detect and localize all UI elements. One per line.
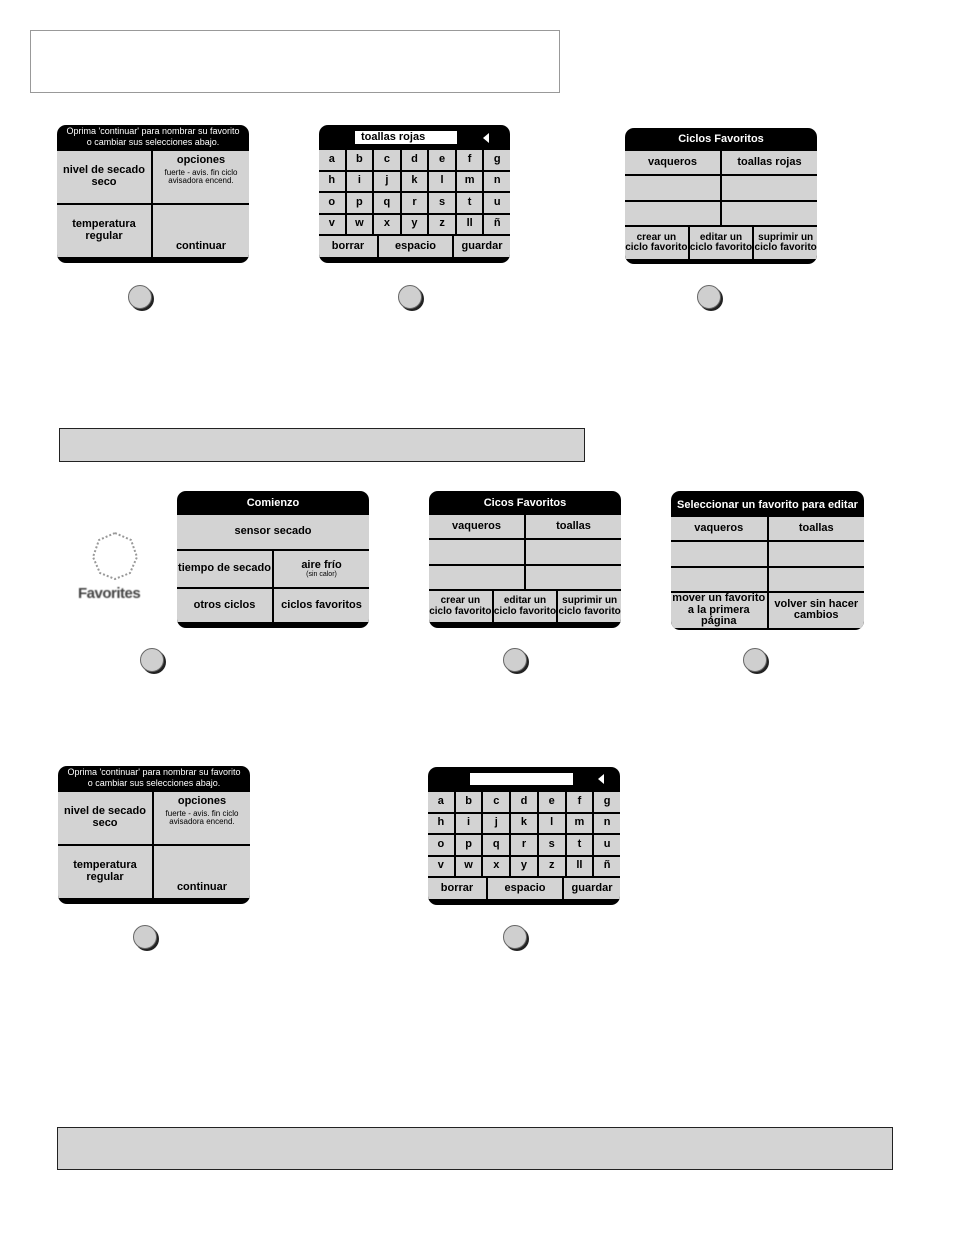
favorites-button-label: Favorites (78, 585, 141, 602)
keyboard-screen-1 (319, 125, 510, 263)
favorites-title: Cicos Favoritos (483, 497, 567, 509)
key[interactable]: b (456, 792, 482, 812)
guardar-button[interactable]: guardar (454, 236, 510, 257)
backspace-icon[interactable] (483, 133, 489, 143)
opciones-detail: fuerte - avis. fin ciclo avisadora encend. (164, 167, 238, 185)
aire-frio-sub: (sin calor) (306, 571, 337, 579)
favorite-empty[interactable] (526, 540, 621, 563)
key[interactable]: k (402, 172, 428, 192)
key[interactable]: q (483, 835, 509, 855)
opciones-button[interactable] (153, 151, 249, 203)
key[interactable]: p (347, 193, 373, 213)
step-circle (398, 285, 422, 309)
options-screen (57, 125, 249, 263)
keyboard-keys (428, 792, 620, 876)
key[interactable]: t (567, 835, 593, 855)
mover-favorito-button[interactable]: mover un favorito a la primera página (672, 592, 766, 628)
crear-favorito-button[interactable]: crear un ciclo favorito (429, 591, 492, 622)
header-box (30, 30, 560, 93)
comienzo-screen (177, 491, 369, 628)
key[interactable]: h (319, 172, 345, 192)
key[interactable]: d (511, 792, 537, 812)
continuar-label: continuar (176, 881, 228, 894)
favorite-item[interactable]: vaqueros (625, 151, 720, 174)
nivel-de-secado-button[interactable]: nivel de secado seco (58, 792, 152, 844)
suprimir-favorito-button[interactable]: suprimir un ciclo favorito (558, 591, 621, 622)
select-favorite-screen (671, 491, 864, 630)
step-circle (133, 925, 157, 949)
name-input[interactable] (470, 773, 573, 785)
key[interactable]: r (511, 835, 537, 855)
key[interactable]: s (539, 835, 565, 855)
otros-ciclos-button[interactable]: otros ciclos (177, 589, 272, 622)
editar-favorito-button[interactable]: editar un ciclo favorito (494, 591, 557, 622)
name-input[interactable]: toallas rojas (355, 131, 457, 144)
borrar-button[interactable]: borrar (319, 236, 377, 257)
key[interactable]: w (347, 215, 373, 235)
temperatura-button[interactable]: temperatura regular (58, 846, 152, 898)
key[interactable]: m (457, 172, 483, 192)
key[interactable]: ñ (484, 215, 510, 235)
volver-sin-cambios-button[interactable]: volver sin hacer cambios (769, 593, 865, 628)
temperatura-button[interactable]: temperatura regular (57, 205, 151, 257)
ciclos-favoritos-button[interactable]: ciclos favoritos (274, 589, 369, 622)
favorite-empty[interactable] (429, 566, 524, 589)
key[interactable]: o (428, 835, 454, 855)
key[interactable]: x (483, 857, 509, 877)
key[interactable]: w (456, 857, 482, 877)
key[interactable]: j (483, 814, 509, 834)
key[interactable]: r (402, 193, 428, 213)
key[interactable]: ll (567, 857, 593, 877)
key[interactable]: z (539, 857, 565, 877)
continuar-button[interactable] (154, 846, 250, 898)
key[interactable]: x (374, 215, 400, 235)
favorite-empty[interactable] (671, 568, 767, 591)
key[interactable]: ñ (594, 857, 620, 877)
favorites-screen-1 (625, 128, 817, 264)
options-screen-2 (58, 766, 250, 904)
key[interactable]: e (539, 792, 565, 812)
favorite-item[interactable]: toallas (769, 517, 865, 540)
key[interactable]: g (594, 792, 620, 812)
key[interactable]: l (539, 814, 565, 834)
opciones-title: opciones (176, 154, 226, 166)
favorite-empty[interactable] (671, 542, 767, 565)
favorite-empty[interactable] (722, 202, 817, 225)
key[interactable]: a (428, 792, 454, 812)
key[interactable]: u (594, 835, 620, 855)
tiempo-de-secado-button[interactable]: tiempo de secado (177, 551, 272, 587)
favorite-empty[interactable] (429, 540, 524, 563)
key[interactable]: g (484, 150, 510, 170)
key[interactable]: c (483, 792, 509, 812)
favorite-empty[interactable] (526, 566, 621, 589)
step-circle (697, 285, 721, 309)
step-circle (503, 648, 527, 672)
espacio-button[interactable]: espacio (379, 236, 452, 257)
key[interactable]: v (319, 215, 345, 235)
opciones-detail: fuerte - avis. fin ciclo avisadora encend. (165, 808, 239, 826)
key[interactable]: u (484, 193, 510, 213)
key[interactable]: k (511, 814, 537, 834)
key[interactable]: s (429, 193, 455, 213)
key[interactable]: y (402, 215, 428, 235)
borrar-button[interactable]: borrar (428, 878, 486, 899)
key[interactable]: j (374, 172, 400, 192)
suprimir-favorito-button[interactable]: suprimir un ciclo favorito (754, 227, 817, 259)
key[interactable]: y (511, 857, 537, 877)
key[interactable]: c (374, 150, 400, 170)
key[interactable]: f (567, 792, 593, 812)
options-message: Oprima 'continuar' para nombrar su favorito o cambiar sus selecciones abajo. (67, 767, 241, 788)
key[interactable]: n (484, 172, 510, 192)
step-circle (140, 648, 164, 672)
favorite-empty[interactable] (625, 202, 720, 225)
key[interactable]: t (457, 193, 483, 213)
key[interactable]: ll (457, 215, 483, 235)
key[interactable]: a (319, 150, 345, 170)
favorites-title: Ciclos Favoritos (678, 133, 764, 145)
favorites-screen-2 (429, 491, 621, 628)
key[interactable]: o (319, 193, 345, 213)
key[interactable]: n (594, 814, 620, 834)
favorite-item[interactable]: toallas rojas (722, 151, 817, 174)
opciones-title: opciones (177, 795, 227, 807)
key[interactable]: z (429, 215, 455, 235)
favorite-item[interactable]: vaqueros (671, 517, 767, 540)
step-circle (743, 648, 767, 672)
aire-frio-button[interactable] (274, 551, 369, 587)
key[interactable]: d (402, 150, 428, 170)
key[interactable]: q (374, 193, 400, 213)
key[interactable]: v (428, 857, 454, 877)
continuar-label: continuar (175, 240, 227, 253)
espacio-button[interactable]: espacio (488, 878, 562, 899)
favorite-empty[interactable] (625, 176, 720, 199)
keyboard-keys (319, 150, 510, 234)
favorite-empty[interactable] (769, 542, 865, 565)
section-bar (59, 428, 585, 462)
options-message: Oprima 'continuar' para nombrar su favorito o cambiar sus selecciones abajo. (66, 126, 240, 147)
crear-favorito-button[interactable]: crear un ciclo favorito (625, 227, 688, 259)
editar-favorito-button[interactable]: editar un ciclo favorito (690, 227, 753, 259)
key[interactable]: h (428, 814, 454, 834)
continuar-button[interactable] (153, 205, 249, 257)
favorite-item[interactable]: vaqueros (429, 515, 524, 538)
keyboard-screen-2 (428, 767, 620, 905)
opciones-button[interactable] (154, 792, 250, 844)
footer-bar (57, 1127, 893, 1170)
favorites-icon[interactable] (90, 530, 140, 582)
guardar-button[interactable]: guardar (564, 878, 620, 899)
sensor-secado-button[interactable]: sensor secado (177, 515, 369, 549)
key[interactable]: p (456, 835, 482, 855)
select-title: Seleccionar un favorito para editar (677, 499, 858, 511)
nivel-de-secado-button[interactable]: nivel de secado seco (57, 151, 151, 203)
step-circle (503, 925, 527, 949)
step-circle (128, 285, 152, 309)
comienzo-title: Comienzo (246, 497, 300, 509)
key[interactable]: l (429, 172, 455, 192)
aire-frio-label: aire frío (301, 558, 342, 571)
key[interactable]: i (456, 814, 482, 834)
key[interactable]: m (567, 814, 593, 834)
backspace-icon[interactable] (598, 774, 604, 784)
favorite-empty[interactable] (769, 568, 865, 591)
key[interactable]: f (457, 150, 483, 170)
key[interactable]: i (347, 172, 373, 192)
key[interactable]: b (347, 150, 373, 170)
key[interactable]: e (429, 150, 455, 170)
favorite-item[interactable]: toallas (526, 515, 621, 538)
favorite-empty[interactable] (722, 176, 817, 199)
